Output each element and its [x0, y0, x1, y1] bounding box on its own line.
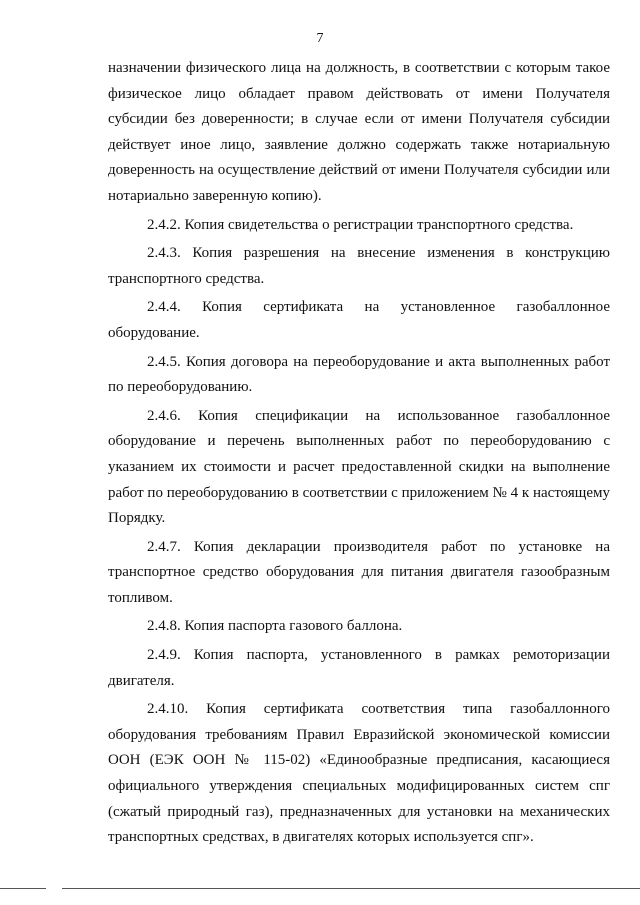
paragraph-2-4-3: 2.4.3. Копия разрешения на внесение изменения в конструкцию транспортного средства. [108, 245, 610, 287]
paragraph-2-4-6: 2.4.6. Копия спецификации на использованное газобаллонное оборудование и перечень выполненных работ по переоборудованию с указанием их стоимости и расчет предоставленной скидки на выполнение работ по переоборудованию в соответствии с приложением № 4 к настоящему Порядку. [108, 407, 610, 527]
paragraph-2-4-9: 2.4.9. Копия паспорта, установленного в рамках ремоторизации двигателя. [108, 647, 610, 689]
paragraph-2-4-2: 2.4.2. Копия свидетельства о регистрации транспортного средства. [147, 216, 574, 233]
paragraph-2-4-4: 2.4.4. Копия сертификата на установленное газобаллонное оборудование. [108, 299, 610, 341]
paragraph-continuation: назначении физического лица на должность, в соответствии с которым такое физическое лицо обладает правом действовать от имени Получателя субсидии без доверенности; в случае если от имени Получателя субсидии действует иное лицо, заявление должно содержать также нотариальную доверенность на осуществление действий от имени Получателя субсидии или нотариально заверенную копию). [108, 60, 610, 204]
paragraph-2-4-7: 2.4.7. Копия декларации производителя работ по установке на транспортное средство оборудования для питания двигателя газообразным топливом. [108, 538, 610, 606]
page-number: 7 [316, 31, 324, 46]
page-bottom-rule-left [0, 888, 46, 889]
page-bottom-rule-right [62, 888, 640, 889]
document-body [108, 56, 610, 854]
paragraph-2-4-5: 2.4.5. Копия договора на переоборудование и акта выполненных работ по переоборудованию. [108, 353, 610, 396]
paragraph-2-4-10: 2.4.10. Копия сертификата соответствия типа газобаллонного оборудования требованиям Правил Евразийской экономической комиссии ООН (ЕЭК ООН № 115-02) «Единообразные предписания, касающиеся официального утверждения специальных модифицированных систем спг (сжатый природный газ), предназначенных для установки на механических транспортных средствах, в двигателях которых используется спг». [108, 701, 610, 846]
paragraph-2-4-8: 2.4.8. Копия паспорта газового баллона. [147, 618, 403, 635]
